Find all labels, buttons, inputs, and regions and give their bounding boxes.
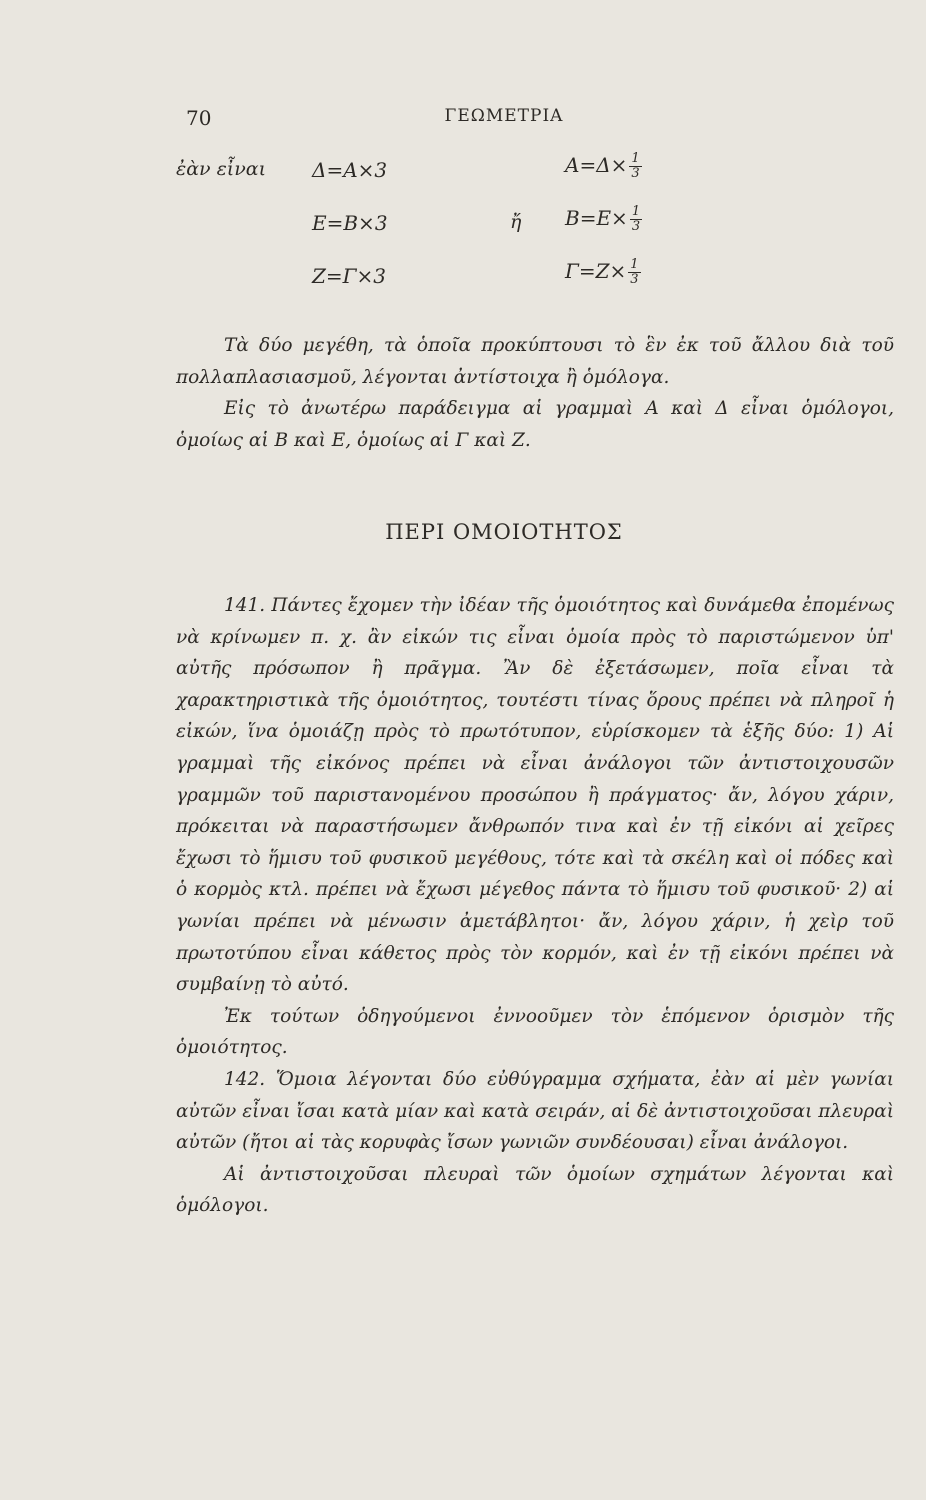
equation-right-1-text: Α=Δ×	[565, 153, 628, 177]
equation-right-1	[565, 152, 642, 181]
fraction-denominator: 3	[630, 272, 639, 287]
top-text-block	[176, 330, 894, 456]
paragraph: Τὰ δύο μεγέθη, τὰ ὁποῖα προκύπτουσι τὸ ἓν ἐκ τοῦ ἄλλου διὰ τοῦ πολλαπλασιασμοῦ, λέγονται ἀντίστοιχα ἢ ὁμόλογα.	[176, 335, 894, 388]
main-text-block	[176, 590, 894, 1222]
paragraph: 141. Πάντες ἔχομεν τὴν ἰδέαν τῆς ὁμοιότητος καὶ δυνάμεθα ἐπομένως νὰ κρίνωμεν π. χ. ἂν εἰκών τις εἶναι ὁμοία πρὸς τὸ παριστώμενον ὑπ' αὐτῆς πρόσωπον ἢ πρᾶγμα. Ἂν δὲ ἐξετάσωμεν, ποῖα εἶναι τὰ χαρακτηριστικὰ τῆς ὁμοιότητος, τουτέστι τίνας ὅρους πρέπει νὰ πληροῖ ἡ εἰκών, ἵνα ὁμοιάζῃ πρὸς τὸ πρωτότυπον, εὑρίσκομεν τὰ ἑξῆς δύο: 1) Αἱ γραμμαὶ τῆς εἰκόνος πρέπει νὰ εἶναι ἀνάλογοι τῶν ἀντιστοιχουσῶν γραμμῶν τοῦ παριστανομένου προσώπου ἢ πράγματος· ἄν, λόγου χάριν, πρόκειται νὰ παραστήσωμεν ἄνθρωπόν τινα καὶ ἐν τῇ εἰκόνι αἱ χεῖρες ἔχωσι τὸ ἥμισυ τοῦ φυσικοῦ μεγέθους, τότε καὶ τὰ σκέλη καὶ οἱ πόδες καὶ ὁ κορμὸς κτλ. πρέπει νὰ ἔχωσι μέγεθος πάντα τὸ ἥμισυ τοῦ φυσικοῦ· 2) αἱ γωνίαι πρέπει νὰ μένωσιν ἀμετάβλητοι· ἄν, λόγου χάριν, ἡ χεὶρ τοῦ πρωτοτύπου εἶναι κάθετος πρὸς τὸν κορμόν, καὶ ἐν τῇ εἰκόνι πρέπει νὰ συμβαίνῃ τὸ αὐτό.	[176, 595, 894, 996]
running-head: ΓΕΩΜΕΤΡΙΑ	[444, 106, 564, 126]
fraction-denominator: 3	[631, 166, 640, 181]
paragraph: Αἱ ἀντιστοιχοῦσαι πλευραὶ τῶν ὁμοίων σχημάτων λέγονται καὶ ὁμόλογοι.	[176, 1163, 894, 1217]
fraction	[629, 152, 641, 181]
intro-text: ἐὰν εἶναι	[176, 158, 267, 180]
fraction-numerator: 1	[631, 151, 640, 166]
equation-right-2-text: Β=Ε×	[565, 206, 628, 230]
equation-right-3-text: Γ=Ζ×	[565, 259, 627, 283]
paragraph: 142. Ὅμοια λέγονται δύο εὐθύγραμμα σχήματα, ἐὰν αἱ μὲν γωνίαι αὐτῶν εἶναι ἴσαι κατὰ μίαν καὶ κατὰ σειράν, αἱ δὲ ἀντιστοιχοῦσαι πλευραὶ αὐτῶν (ἤτοι αἱ τὰς κορυφὰς ἴσων γωνιῶν συνδέουσαι) εἶναι ἀνάλογοι.	[176, 1068, 894, 1154]
equation-right-2	[565, 205, 642, 234]
equation-right-3	[565, 258, 641, 287]
section-heading: ΠΕΡΙ ΟΜΟΙΟΤΗΤΟΣ	[385, 520, 623, 544]
fraction-numerator: 1	[631, 204, 641, 219]
equation-left-2: Ε=Β×3	[312, 211, 388, 235]
fraction	[630, 205, 642, 234]
equation-conjunction: ἤ	[510, 211, 522, 233]
page-number: 70	[186, 106, 212, 130]
equation-left-3: Ζ=Γ×3	[312, 264, 387, 288]
paragraph: Εἰς τὸ ἀνωτέρω παράδειγμα αἱ γραμμαὶ Α καὶ Δ εἶναι ὁμόλογοι, ὁμοίως αἱ Β καὶ Ε, ὁμοίως αἱ Γ καὶ Ζ.	[176, 398, 894, 451]
fraction-denominator: 3	[631, 219, 641, 234]
paragraph: Ἐκ τούτων ὁδηγούμενοι ἐννοοῦμεν τὸν ἑπόμενον ὁρισμὸν τῆς ὁμοιότητος.	[176, 1005, 894, 1059]
equation-left-1: Δ=Α×3	[312, 158, 388, 182]
fraction-numerator: 1	[630, 257, 639, 272]
fraction	[628, 258, 640, 287]
